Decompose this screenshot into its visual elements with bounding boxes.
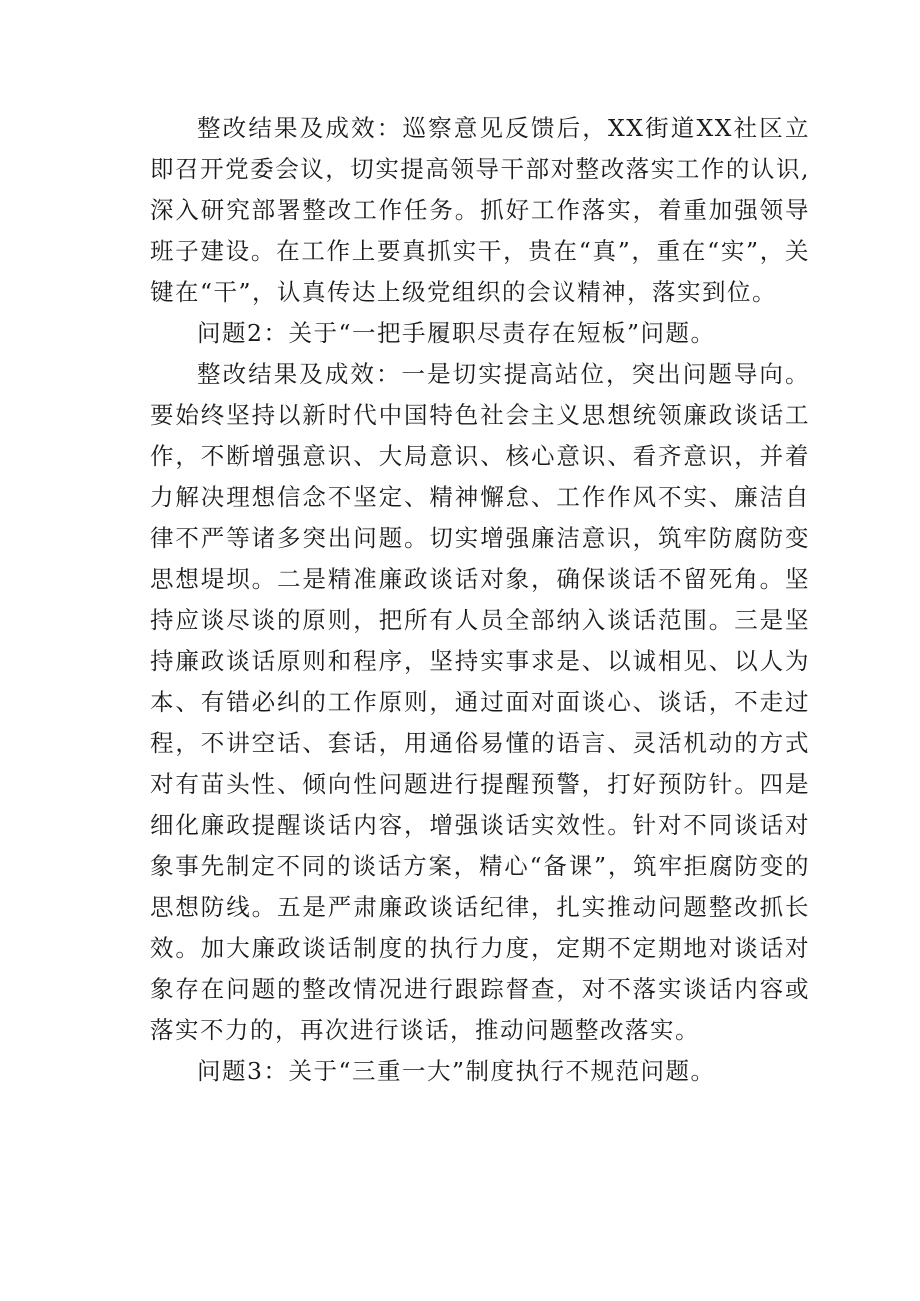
- paragraph-rectification-result-1: 整改结果及成效：巡察意见反馈后，XX街道XX社区立即召开党委会议，切实提高领导干部对整改落实工作的认识,深入研究部署整改工作任务。抓好工作落实，着重加强领导班子建设。在工作上要真抓实干，贵在“真”，重在“实”，关键在“干”，认真传达上级党组织的会议精神，落实到位。: [150, 114, 810, 306]
- paragraph-issue-3-heading: 问题3：关于“三重一大”制度执行不规范问题。: [197, 1057, 716, 1085]
- paragraph-issue-2-heading: 问题2：关于“一把手履职尽责存在短板”问题。: [197, 319, 716, 347]
- paragraph-rectification-result-2: 整改结果及成效：一是切实提高站位，突出问题导向。要始终坚持以新时代中国特色社会主义思想统领廉政谈话工作，不断增强意识、大局意识、核心意识、看齐意识，并着力解决理想信念不坚定、精神懈怠、工作作风不实、廉洁自律不严等诸多突出问题。切实增强廉洁意识，筑牢防腐防变思想堤坝。二是精准廉政谈话对象，确保谈话不留死角。坚持应谈尽谈的原则，把所有人员全部纳入谈话范围。三是坚持廉政谈话原则和程序，坚持实事求是、以诚相见、以人为本、有错必纠的工作原则，通过面对面谈心、谈话，不走过程，不讲空话、套话，用通俗易懂的语言、灵活机动的方式对有苗头性、倾向性问题进行提醒预警，打好预防针。四是细化廉政提醒谈话内容，增强谈话实效性。针对不同谈话对象事先制定不同的谈话方案，精心“备课”，筑牢拒腐防变的思想防线。五是严肃廉政谈话纪律，扎实推动问题整改抓长效。加大廉政谈话制度的执行力度，定期不定期地对谈话对象存在问题的整改情况进行跟踪督查，对不落实谈话内容或落实不力的，再次进行谈话，推动问题整改落实。: [150, 360, 810, 1044]
- document-body: [150, 108, 810, 1092]
